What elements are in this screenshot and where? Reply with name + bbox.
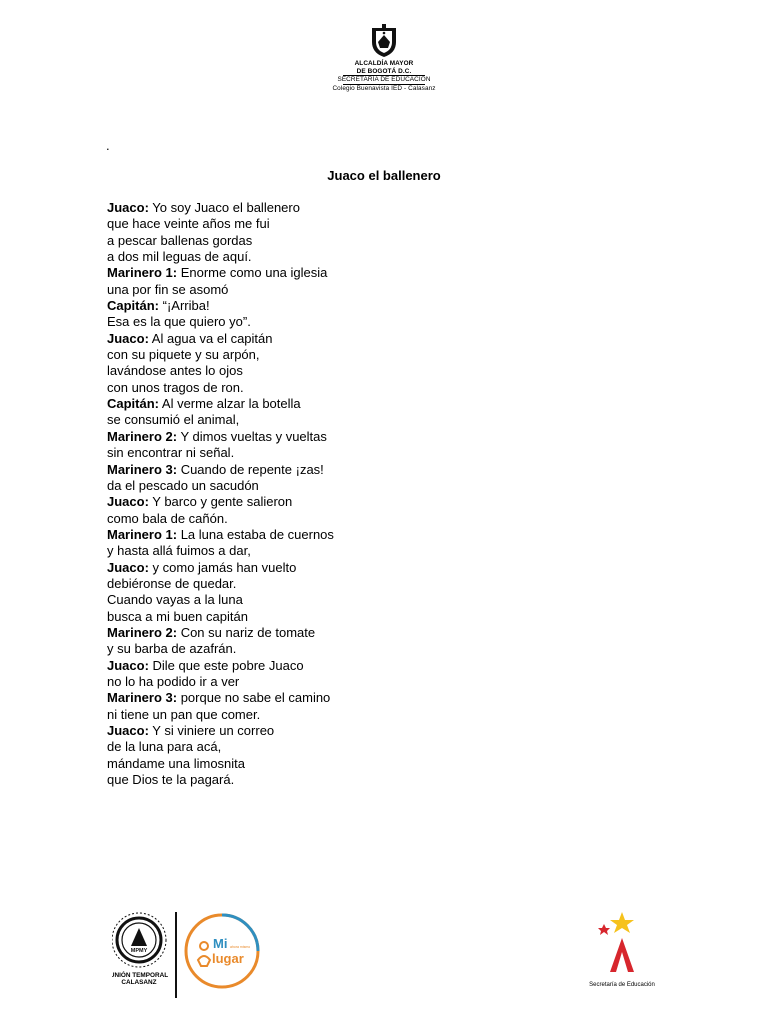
logo-text-line-2: CALASANZ — [121, 979, 157, 986]
poem-line — [107, 739, 334, 755]
poem-line — [107, 690, 334, 706]
poem-line — [107, 576, 334, 592]
poem-line — [107, 625, 334, 641]
speaker-label: Juaco: — [107, 559, 149, 575]
speaker-label: Marinero 2: — [107, 428, 178, 444]
line-text: que Dios te la pagará. — [107, 772, 235, 788]
speaker-label: Marinero 1: — [107, 265, 178, 281]
poem-line — [107, 380, 334, 396]
poem-line — [107, 233, 334, 249]
mi-lugar-small: ahora mismo — [230, 945, 251, 949]
poem-line — [107, 543, 334, 559]
poem-line — [107, 527, 334, 543]
line-text: “¡Arriba! — [159, 298, 210, 314]
speaker-label: Juaco: — [107, 494, 149, 510]
union-temporal-calasanz-logo — [112, 908, 262, 1000]
poem-line — [107, 347, 334, 363]
logo-text-line-1: UNIÓN TEMPORAL — [112, 972, 169, 979]
poem-line — [107, 249, 334, 265]
poem-line — [107, 641, 334, 657]
speaker-label: Capitán: — [107, 298, 159, 314]
poem-line — [107, 282, 334, 298]
poem-line — [107, 560, 334, 576]
star-icon — [610, 912, 634, 933]
line-text: da el pescado un sacudón — [107, 477, 259, 493]
line-text: y su barba de azafrán. — [107, 641, 237, 657]
line-text: mándame una limosnita — [107, 755, 246, 771]
header-line-2: DE BOGOTÁ D.C. — [356, 67, 412, 75]
poem-line — [107, 363, 334, 379]
line-text: como bala de cañón. — [107, 510, 228, 526]
line-text: una por fin se asomó — [107, 281, 229, 297]
footer-left-logos — [112, 908, 262, 1000]
line-text: Y barco y gente salieron — [148, 494, 293, 510]
line-text: no lo ha podido ir a ver — [107, 673, 240, 689]
poem-line — [107, 265, 334, 281]
line-text: lavándose antes lo ojos — [107, 363, 243, 379]
line-text: La luna estaba de cuernos — [177, 526, 334, 542]
line-text: Con su nariz de tomate — [177, 624, 316, 640]
line-text: Y si viniere un correo — [148, 723, 275, 738]
line-text: Cuando de repente ¡zas! — [177, 461, 324, 477]
poem-line — [107, 412, 334, 428]
poem-line — [107, 462, 334, 478]
poem-line — [107, 756, 334, 772]
line-text: de la luna para acá, — [107, 739, 222, 755]
header-line-1: ALCALDÍA MAYOR — [354, 60, 414, 67]
line-text: a pescar ballenas gordas — [107, 232, 253, 248]
mi-lugar-lugar: lugar — [212, 951, 244, 966]
poem-title: Juaco el ballenero — [327, 168, 441, 183]
poem-line — [107, 511, 334, 527]
page-header — [284, 24, 484, 92]
chevron-a-icon — [610, 938, 634, 972]
secretaria-text: Secretaría de Educación — [589, 982, 655, 988]
line-text: Y dimos vueltas y vueltas — [177, 428, 327, 444]
line-text: con unos tragos de ron. — [107, 379, 244, 395]
speaker-label: Marinero 3: — [107, 461, 178, 477]
line-text: Al verme alzar la botella — [159, 396, 301, 412]
line-text: busca a mi buen capitán — [107, 608, 248, 624]
small-star-icon — [598, 924, 610, 935]
poem-line — [107, 723, 334, 739]
poem-line — [107, 314, 334, 330]
poem-line — [107, 445, 334, 461]
line-text: y hasta allá fuimos a dar, — [107, 543, 251, 559]
line-text: y como jamás han vuelto — [148, 559, 297, 575]
poem-line — [107, 216, 334, 232]
logo-divider — [175, 912, 177, 998]
poem-line — [107, 674, 334, 690]
line-text: Cuando vayas a la luna — [107, 592, 243, 608]
mi-lugar-mi: Mi — [213, 936, 228, 951]
speaker-label: Capitán: — [107, 396, 159, 412]
speaker-label: Juaco: — [107, 657, 149, 673]
header-line-3: SECRETARÍA DE EDUCACIÓN — [337, 76, 431, 84]
poem-line — [107, 429, 334, 445]
secretaria-logo — [582, 910, 662, 992]
poem-body — [107, 200, 334, 788]
poem-line — [107, 396, 334, 412]
poem-line — [107, 707, 334, 723]
line-text: que hace veinte años me fui — [107, 216, 270, 232]
line-text: Enorme como una iglesia — [177, 265, 328, 281]
poem-line — [107, 331, 334, 347]
line-text: debiéronse de quedar. — [107, 575, 237, 591]
poem-line — [107, 298, 334, 314]
line-text: Al agua va el capitán — [148, 330, 273, 346]
poem-line — [107, 200, 334, 216]
poem-line — [107, 772, 334, 788]
header-line-4: Colegio Buenavista IED - Calasanz — [332, 84, 436, 92]
poem-line — [107, 609, 334, 625]
speaker-label: Juaco: — [107, 723, 149, 738]
line-text: porque no sabe el camino — [177, 690, 331, 706]
line-text: Yo soy Juaco el ballenero — [148, 200, 300, 215]
poem-line — [107, 478, 334, 494]
person-icon — [200, 942, 208, 950]
poem-line — [107, 592, 334, 608]
poem-line — [107, 658, 334, 674]
line-text: se consumió el animal, — [107, 412, 240, 428]
line-text: ni tiene un pan que comer. — [107, 706, 261, 722]
poem-line — [107, 494, 334, 510]
speaker-label: Marinero 3: — [107, 690, 178, 706]
line-text: a dos mil leguas de aquí. — [107, 249, 252, 265]
line-text: Dile que este pobre Juaco — [148, 657, 304, 673]
line-text: sin encontrar ni señal. — [107, 445, 235, 461]
seal-text: MPMY — [130, 948, 148, 954]
speaker-label: Juaco: — [107, 200, 149, 215]
line-text: Esa es la que quiero yo”. — [107, 314, 251, 330]
speaker-label: Juaco: — [107, 330, 149, 346]
speaker-label: Marinero 2: — [107, 624, 178, 640]
stray-dot: . — [106, 138, 110, 153]
bogota-crest-icon — [369, 24, 399, 58]
line-text: con su piquete y su arpón, — [107, 347, 260, 363]
speaker-label: Marinero 1: — [107, 526, 178, 542]
